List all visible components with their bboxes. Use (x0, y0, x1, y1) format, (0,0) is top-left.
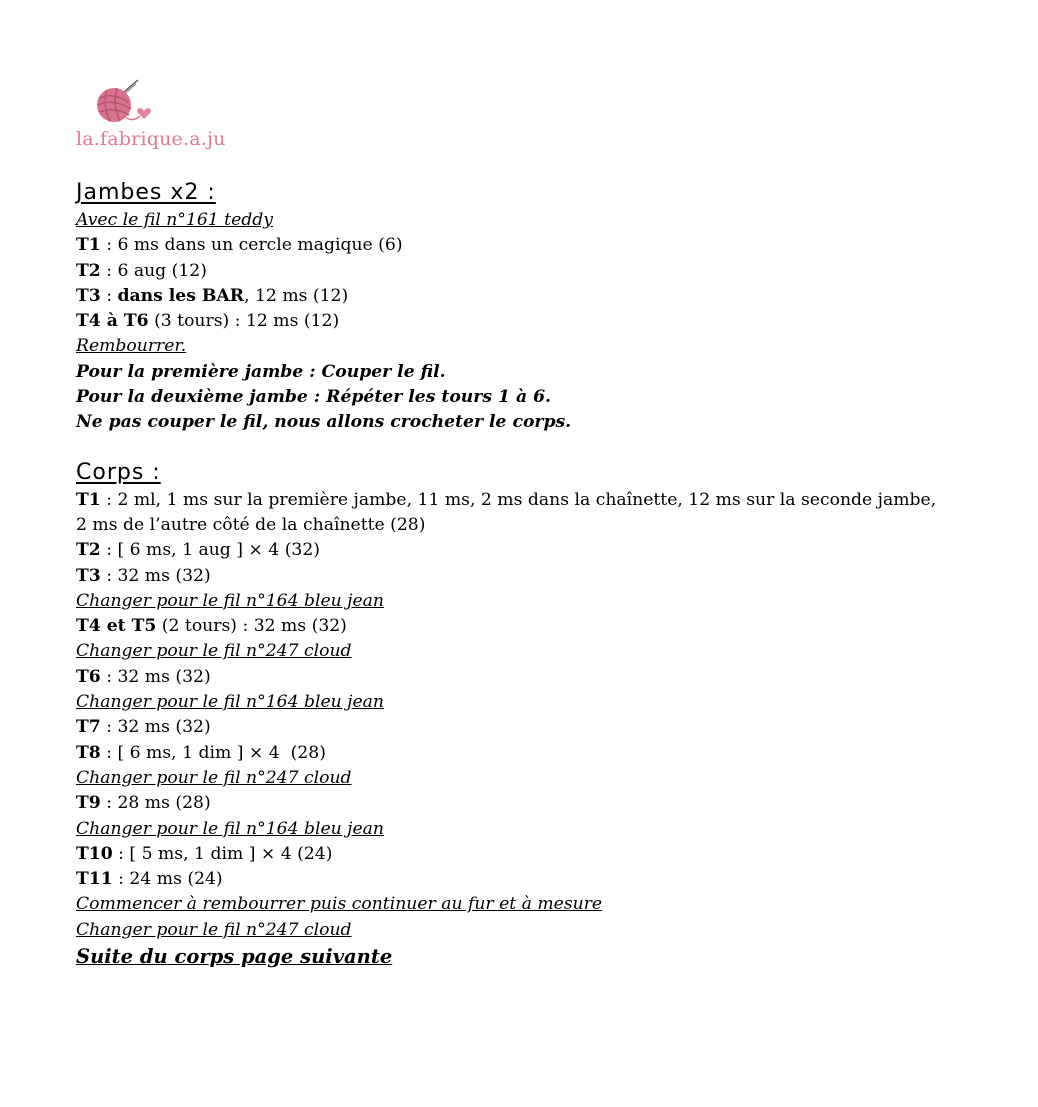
round-text: : 32 ms (32) (100, 565, 211, 586)
round-label: T1 (76, 489, 101, 510)
yarn-change-note: Changer pour le fil n°164 bleu jean (76, 818, 384, 839)
round-label: T3 (76, 285, 101, 306)
yarn-ball-heart-icon (92, 78, 162, 130)
yarn-note: Avec le fil n°161 teddy (76, 210, 273, 230)
section-title-corps: Corps : (76, 459, 161, 485)
round-emphasis: dans les BAR (117, 285, 245, 306)
round-line (76, 867, 976, 892)
yarn-change-note: Changer pour le fil n°247 cloud (76, 767, 352, 788)
round-text: : 32 ms (32) (100, 717, 211, 738)
round-label: T7 (76, 717, 101, 738)
round-line (76, 741, 976, 766)
round-text: : 32 ms (32) (100, 666, 211, 687)
round-text: : [ 5 ms, 1 dim ] × 4 (24) (112, 843, 333, 864)
round-label: T9 (76, 793, 101, 814)
round-text: : 28 ms (28) (100, 793, 211, 814)
round-label: T2 (76, 260, 101, 281)
instruction: Pour la deuxième jambe : Répéter les tours 1 à 6. (76, 387, 552, 408)
round-line (76, 564, 976, 589)
round-label: T4 et T5 (76, 616, 157, 637)
round-line (76, 614, 976, 639)
round-label: T1 (76, 235, 101, 256)
yarn-change-note: Changer pour le fil n°164 bleu jean (76, 692, 384, 713)
brand-name: la.fabrique.a.ju (76, 128, 226, 150)
round-label: T3 (76, 565, 101, 586)
round-sep: : (100, 285, 118, 306)
section-title-jambes: Jambes x2 : (76, 180, 216, 205)
continued-next-page: Suite du corps page suivante (76, 945, 393, 969)
stuffing-note: Commencer à rembourrer puis continuer au fur et à mesure (76, 894, 603, 915)
round-line-continued: 2 ms de l’autre côté de la chaînette (28) (76, 514, 426, 535)
round-line (76, 665, 976, 690)
round-text: : 6 aug (12) (100, 260, 207, 281)
yarn-change-note: Changer pour le fil n°164 bleu jean (76, 590, 384, 611)
round-line (76, 284, 976, 309)
brand-logo (76, 78, 226, 156)
round-line (76, 259, 976, 284)
round-label: T2 (76, 540, 101, 561)
round-text: : [ 6 ms, 1 aug ] × 4 (32) (100, 540, 320, 561)
round-line (76, 715, 976, 740)
yarn-change-note: Changer pour le fil n°247 cloud (76, 641, 352, 662)
round-text: : 2 ml, 1 ms sur la première jambe, 11 ms, 2 ms dans la chaînette, 12 ms sur la seconde jambe, (100, 489, 937, 510)
instruction: Pour la première jambe : Couper le fil. (76, 361, 446, 382)
instruction: Ne pas couper le fil, nous allons crocheter le corps. (76, 412, 572, 433)
round-text: : 24 ms (24) (112, 869, 223, 890)
round-line (76, 309, 976, 334)
round-line (76, 842, 976, 867)
round-label: T10 (76, 843, 113, 864)
round-label: T11 (76, 869, 113, 890)
stuffing-note: Rembourrer. (76, 336, 187, 357)
round-text: (3 tours) : 12 ms (12) (148, 311, 340, 332)
round-text: : [ 6 ms, 1 dim ] × 4 (28) (100, 742, 326, 763)
round-line (76, 791, 976, 816)
round-label: T8 (76, 742, 101, 763)
yarn-change-note: Changer pour le fil n°247 cloud (76, 919, 352, 940)
round-line (76, 488, 976, 513)
pattern-content (76, 178, 976, 970)
round-text: : 6 ms dans un cercle magique (6) (100, 235, 403, 256)
round-text: , 12 ms (12) (244, 285, 349, 306)
round-line (76, 233, 976, 258)
round-line (76, 538, 976, 563)
round-label: T4 à T6 (76, 311, 149, 332)
round-label: T6 (76, 666, 101, 687)
round-text: (2 tours) : 32 ms (32) (156, 616, 347, 637)
